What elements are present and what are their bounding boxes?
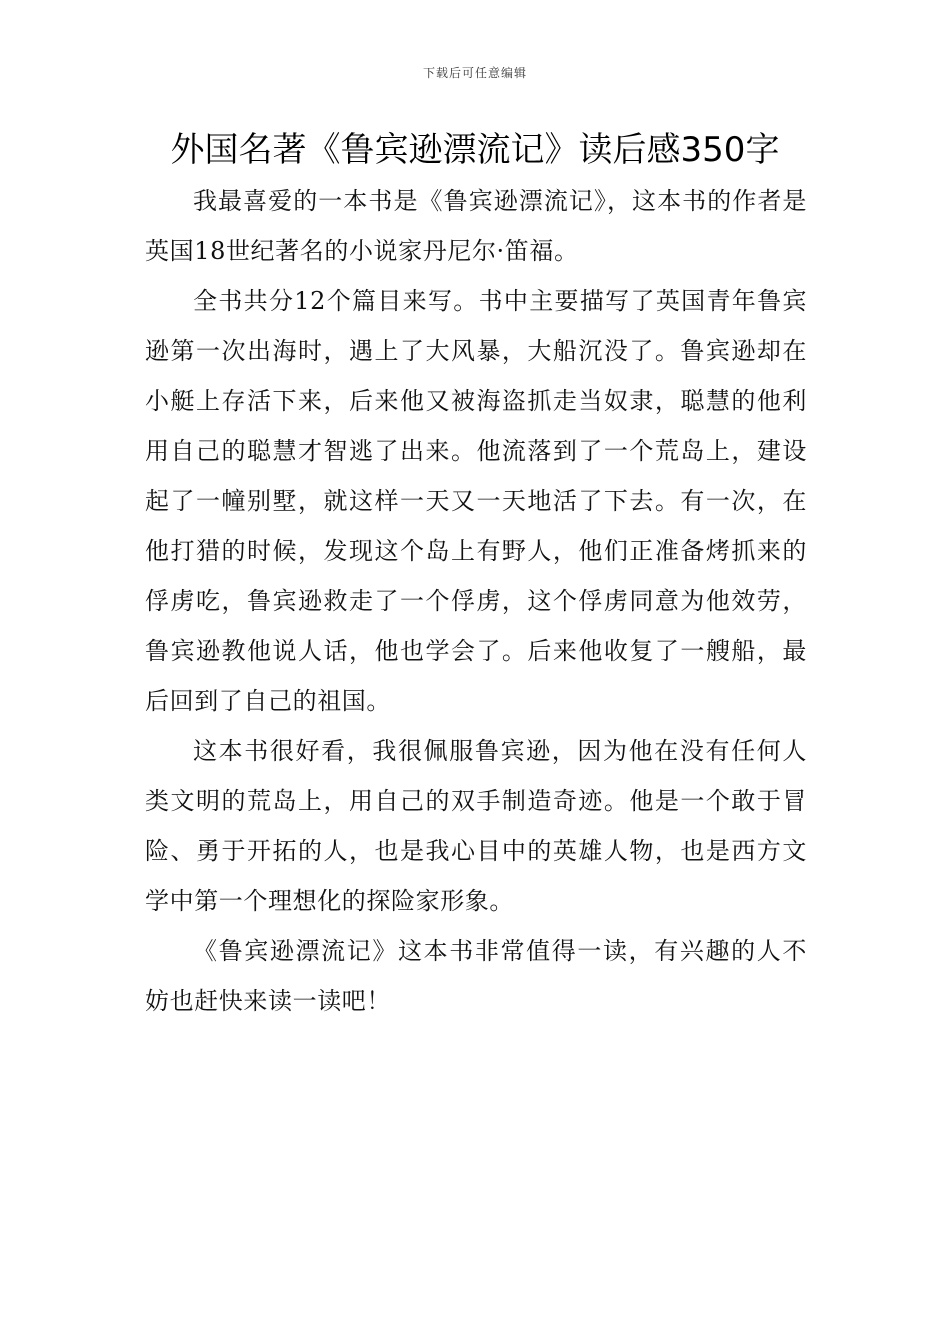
paragraph-intro: 我最喜爱的一本书是《鲁宾逊漂流记》，这本书的作者是英国18世纪著名的小说家丹尼尔·笛福。 <box>145 187 807 265</box>
paragraph-opinion: 这本书很好看，我很佩服鲁宾逊，因为他在没有任何人类文明的荒岛上，用自己的双手制造奇迹。他是一个敢于冒险、勇于开拓的人，也是我心目中的英雄人物，也是西方文学中第一个理想化的探险家形象。 <box>145 737 807 915</box>
paragraph-recommendation: 《鲁宾逊漂流记》这本书非常值得一读，有兴趣的人不妨也赶快来读一读吧！ <box>145 937 807 1015</box>
page-title: 外国名著《鲁宾逊漂流记》读后感350字 <box>170 130 780 170</box>
header-note: 下载后可任意编辑 <box>422 66 527 80</box>
paragraph-summary: 全书共分12个篇目来写。书中主要描写了英国青年鲁宾逊第一次出海时，遇上了大风暴，大船沉没了。鲁宾逊却在小艇上存活下来，后来他又被海盗抓走当奴隶，聪慧的他利用自己的聪慧才智逃了出来。他流落到了一个荒岛上，建设起了一幢别墅，就这样一天又一天地活了下去。有一次，在他打猎的时候，发现这个岛上有野人，他们正准备烤抓来的俘虏吃，鲁宾逊救走了一个俘虏，这个俘虏同意为他效劳，鲁宾逊教他说人话，他也学会了。后来他收复了一艘船，最后回到了自己的祖国。 <box>145 287 807 715</box>
document-body <box>145 176 807 1026</box>
